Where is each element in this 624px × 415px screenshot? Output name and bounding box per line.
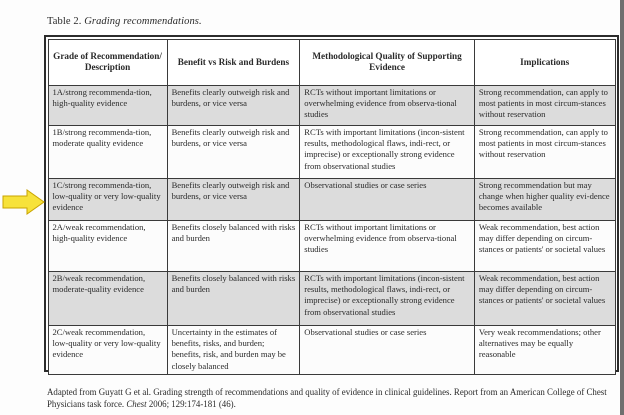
cell-quality: Observational studies or case series [300, 178, 475, 220]
caption-label: Table 2. [47, 16, 82, 27]
table-row [48, 220, 615, 271]
footnote-text: Adapted from Guyatt G et al. Grading strength of recommendations and quality of evidence in clinical guidelines. Report from an American College of Chest Physicians task force. [47, 387, 607, 409]
header-implications: Implications [474, 39, 615, 85]
cell-implications: Weak recommendation, best action may differ depending on circum-stances or patients' or societal values [474, 220, 615, 271]
cell-quality: RCTs with important limitations (incon-sistent results, methodological flaws, indi-rect, or imprecise) or exceptionally strong evidence from observational studies [300, 125, 475, 178]
table-row [48, 85, 615, 125]
cell-benefit: Benefits clearly outweigh risk and burdens, or vice versa [167, 125, 300, 178]
cell-implications: Very weak recommendations; other alternatives may be equally reasonable [474, 325, 615, 374]
cell-quality: Observational studies or case series [300, 325, 475, 374]
table-footnote [47, 386, 607, 410]
grading-table [48, 39, 616, 375]
cell-quality: RCTs without important limitations or overwhelming evidence from observa-tional studies [300, 85, 475, 125]
footnote-citation: 2006; 129:174-181 (46). [148, 399, 236, 409]
cell-grade: 2A/weak recommendation, high-quality evidence [48, 220, 167, 271]
table-row [48, 178, 615, 220]
cell-quality: RCTs without important limitations or overwhelming evidence from observa-tional studies [300, 220, 475, 271]
cell-grade: 1C/strong recommenda-tion, low-quality or very low-quality evidence [48, 178, 167, 220]
cell-grade: 2B/weak recommendation, moderate-quality evidence [48, 271, 167, 325]
cell-benefit: Benefits clearly outweigh risk and burdens, or vice versa [167, 85, 300, 125]
cell-implications: Strong recommendation but may change when higher quality evi-dence becomes available [474, 178, 615, 220]
grading-table-frame [44, 35, 619, 372]
cell-benefit: Benefits closely balanced with risks and burden [167, 271, 300, 325]
header-benefit: Benefit vs Risk and Burdens [167, 39, 300, 85]
table-row [48, 271, 615, 325]
cell-benefit: Benefits closely balanced with risks and burden [167, 220, 300, 271]
caption-title: Grading recommendations. [84, 16, 202, 27]
cell-benefit: Benefits clearly outweigh risk and burdens, or vice versa [167, 178, 300, 220]
page-edge [620, 0, 624, 415]
cell-grade: 1B/strong recommenda-tion, moderate quality evidence [48, 125, 167, 178]
table-row [48, 325, 615, 374]
cell-implications: Strong recommendation, can apply to most patients in most circum-stances without reservation [474, 85, 615, 125]
header-grade: Grade of Recommendation/ Description [48, 39, 167, 85]
footnote-journal: Chest [126, 399, 147, 409]
table-header-row [48, 39, 615, 85]
cell-benefit: Uncertainty in the estimates of benefits, risks, and burden; benefits, risk, and burden may be closely balanced [167, 325, 300, 374]
cell-implications: Weak recommendation, best action may differ depending on circum-stances or patients' or societal values [474, 271, 615, 325]
arrow-right-icon [2, 189, 46, 220]
header-quality: Methodological Quality of Supporting Evidence [300, 39, 475, 85]
cell-grade: 1A/strong recommenda-tion, high-quality evidence [48, 85, 167, 125]
cell-grade: 2C/weak recommendation, low-quality or very low-quality evidence [48, 325, 167, 374]
table-row [48, 125, 615, 178]
cell-implications: Strong recommendation, can apply to most patients in most circum-stances without reservation [474, 125, 615, 178]
cell-quality: RCTs with important limitations (incon-sistent results, methodological flaws, indi-rect, or imprecise) or exceptionally strong evidence from observational studies [300, 271, 475, 325]
table-caption [47, 16, 202, 27]
